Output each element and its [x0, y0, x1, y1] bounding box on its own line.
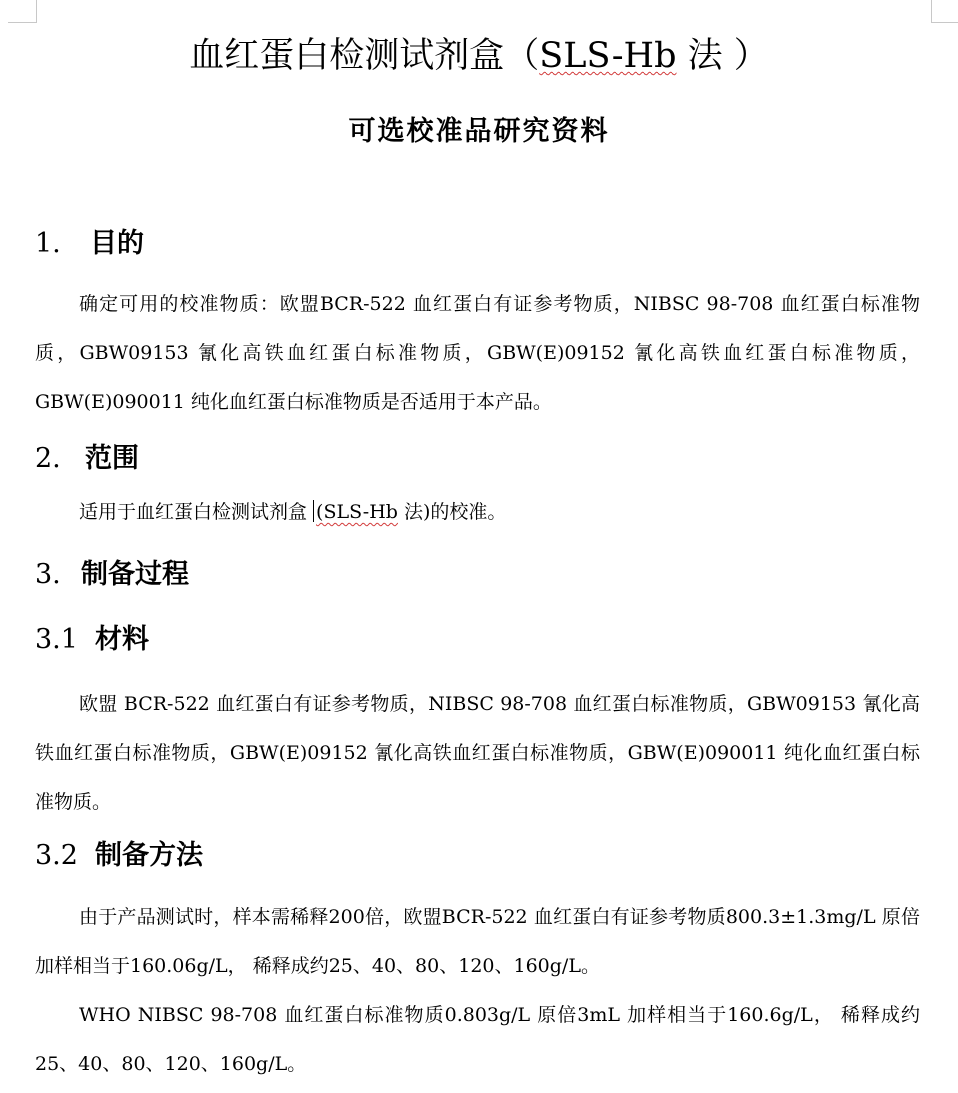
section-3-1-paragraph: 欧盟 BCR-522 血红蛋白有证参考物质，NIBSC 98-708 血红蛋白标准物质，GBW09153 氰化高铁血红蛋白标准物质，GBW(E)09152 氰化高铁血红蛋白标准物质，GBW(E)090011 纯化血红蛋白标准物质。	[35, 693, 920, 813]
section-3-number: 3.	[35, 559, 61, 590]
section-3-2-title: 制备方法	[95, 840, 203, 871]
section-3-2-paragraph-1: 由于产品测试时，样本需稀释200倍，欧盟BCR-522 血红蛋白有证参考物质800.3±1.3mg/L 原倍加样相当于160.06g/L， 稀释成约25、40、80、120、160g/L。	[35, 906, 920, 977]
section-3-2-number: 3.2	[35, 840, 78, 871]
section-2-text-before: 适用于血红蛋白检测试剂盒	[79, 501, 314, 523]
section-2-heading	[35, 441, 139, 477]
document-title	[0, 34, 958, 78]
section-1-paragraph: 确定可用的校准物质：欧盟BCR-522 血红蛋白有证参考物质，NIBSC 98-708 血红蛋白标准物质，GBW09153 氰化高铁血红蛋白标准物质，GBW(E)09152 氰化高铁血红蛋白标准物质，GBW(E)090011 纯化血红蛋白标准物质是否适用于本产品。	[35, 293, 920, 413]
title-end: 法 ）	[676, 36, 769, 76]
section-2-text-after: 法)的校准。	[397, 501, 507, 523]
section-3-1-heading	[35, 622, 149, 658]
section-1-title: 目的	[90, 228, 144, 259]
document-subtitle: 可选校准品研究资料	[348, 116, 610, 147]
section-2-title: 范围	[85, 443, 139, 474]
section-3-1-number: 3.1	[35, 624, 78, 655]
section-3-2-heading	[35, 838, 203, 874]
section-1-heading	[35, 226, 144, 262]
text-cursor	[313, 500, 314, 522]
section-3-heading	[35, 557, 189, 593]
section-2-paragraph	[35, 488, 920, 537]
section-2-method-spellcheck: (SLS-Hb	[316, 501, 398, 523]
section-3-title: 制备过程	[81, 559, 189, 590]
section-1-number: 1.	[35, 228, 61, 259]
title-method-spellcheck: SLS-Hb	[539, 36, 677, 76]
section-2-number: 2.	[35, 443, 61, 474]
section-3-2-paragraph-2: WHO NIBSC 98-708 血红蛋白标准物质0.803g/L 原倍3mL 加样相当于160.6g/L， 稀释成约25、40、80、120、160g/L。	[35, 1004, 920, 1075]
page-corner-mark-right	[931, 0, 958, 23]
page-corner-mark-left	[8, 0, 37, 23]
title-main: 血红蛋白检测试剂盒（	[189, 36, 540, 76]
section-3-1-title: 材料	[95, 624, 149, 655]
